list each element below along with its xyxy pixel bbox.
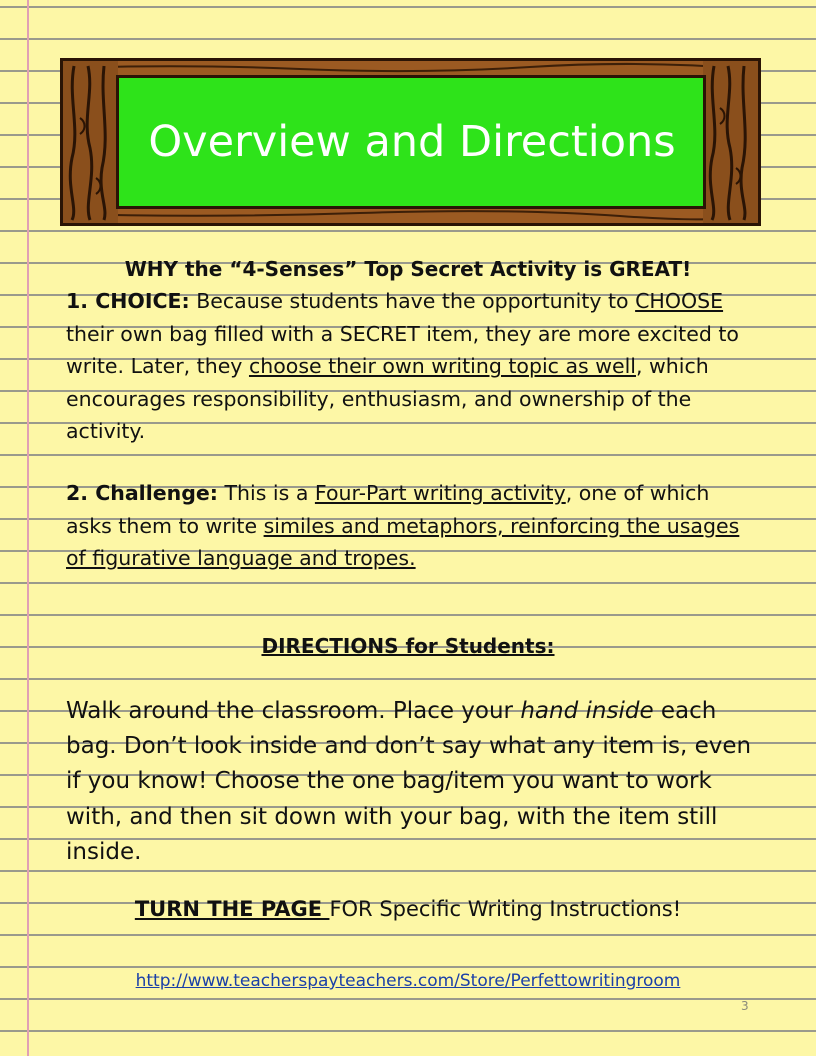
choice-paragraph — [66, 285, 756, 448]
notebook-margin-line — [27, 0, 29, 1056]
directions-paragraph — [66, 694, 756, 870]
directions-text-2: each bag. Don’t look inside and don’t say what any item is, even if you know! Choose the one bag/item you want to work with, and then sit down with your bag, with the item still inside. — [66, 698, 752, 865]
turn-page-note — [66, 897, 750, 921]
choice-label: 1. CHOICE: — [66, 289, 190, 313]
challenge-underline-2: similes and metaphors, reinforcing the usages of figurative language and tropes. — [66, 513, 740, 571]
challenge-text-2: , one of which asks them to write — [66, 481, 710, 538]
choice-underline-1: CHOOSE — [635, 289, 724, 313]
directions-text-1: Walk around the classroom. Place your — [66, 698, 521, 724]
choice-underline-2: choose their own writing topic as well — [248, 354, 636, 379]
choice-text-3: , which encourages responsibility, enthusiasm, and ownership of the activity. — [66, 354, 709, 444]
directions-heading: DIRECTIONS for Students: — [261, 634, 555, 658]
choice-text-1: Because students have the opportunity to — [189, 289, 636, 313]
choice-text-2: their own bag filled with a SECRET item, they are more excited to write. Later, they — [66, 321, 739, 379]
challenge-label: 2. Challenge: — [66, 481, 218, 505]
store-link[interactable]: http://www.teacherspayteachers.com/Store/Perfettowritingroom — [135, 971, 681, 991]
turn-page-rest: FOR Specific Writing Instructions! — [329, 897, 682, 921]
page-title: Overview and Directions — [148, 117, 676, 167]
directions-emphasis: hand inside — [520, 698, 654, 724]
challenge-text-1: This is a — [218, 481, 315, 505]
page-number: 3 — [741, 999, 749, 1013]
challenge-paragraph — [66, 477, 756, 575]
challenge-underline-1: Four-Part writing activity — [314, 481, 566, 505]
turn-page-strong: TURN THE PAGE — [134, 897, 330, 921]
title-banner — [60, 58, 761, 226]
why-heading: WHY the “4-Senses” Top Secret Activity is GREAT! — [124, 257, 692, 281]
